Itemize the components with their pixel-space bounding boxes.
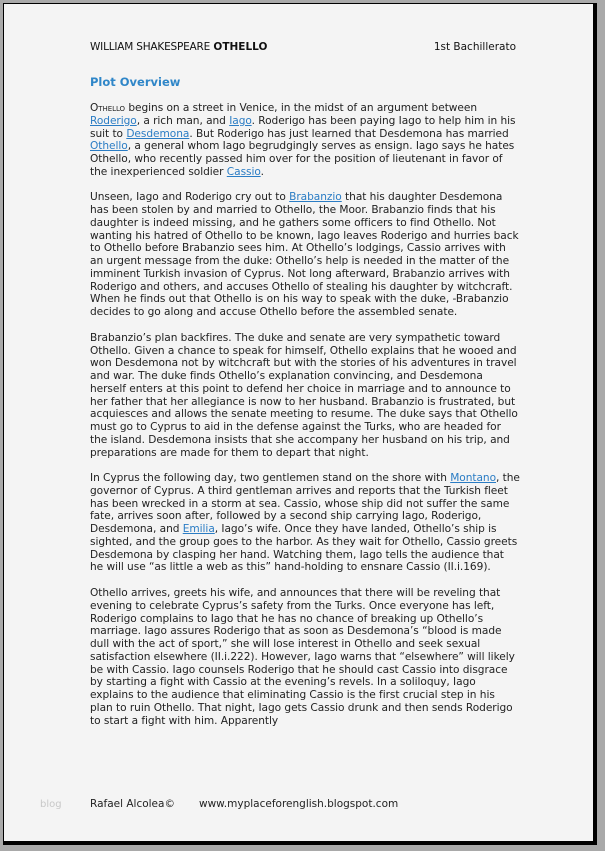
link-othello[interactable]: Othello	[90, 140, 128, 153]
link-iago[interactable]: Iago	[229, 114, 252, 127]
text-span: , a general whom Iago begrudgingly serves as ensign. Iago says he hates Othello, who recently passed him over for the position of lieutenant in favor of the inexperienced soldier	[90, 140, 515, 178]
page-header	[90, 41, 516, 53]
text-span: . But Roderigo has just learned that Desdemona has married	[189, 127, 509, 140]
course-level: 1st Bachillerato	[433, 41, 516, 53]
footer-website: www.myplaceforenglish.blogspot.com	[199, 798, 399, 810]
document-page	[3, 3, 597, 845]
link-roderigo[interactable]: Roderigo	[90, 114, 137, 127]
text-span: , the governor of Cyprus. A third gentleman arrives and reports that the Turkish fleet has been wrecked in a storm at sea. Cassio, whose ship did not suffer the same fate, arrives soon after, followed by a second ship carrying Iago, Roderigo, Desdemona, and	[90, 472, 520, 536]
link-montano[interactable]: Montano	[450, 472, 497, 485]
section-title: Plot Overview	[90, 75, 181, 89]
text-span: . Roderigo has been paying Iago to help him in his suit to	[90, 114, 516, 140]
paragraph-4	[90, 472, 520, 574]
text-span: , Iago’s wife. Once they have landed, Othello’s ship is sighted, and the group goes to the harbor. As they wait for Othello, Cassio greets Desdemona by clasping her hand. Watching them, Iago tells the audience that he will use “as little a web as this” hand-holding to ensnare Cassio (II.i.169).	[90, 523, 518, 574]
link-brabanzio[interactable]: Brabanzio	[289, 191, 342, 204]
text-span: In Cyprus the following day, two gentlemen stand on the shore with	[90, 472, 451, 485]
paragraph-1	[90, 102, 520, 179]
paragraph-5: Othello arrives, greets his wife, and announces that there will be reveling that evening to celebrate Cyprus’s safety from the Turks. Once everyone has left, Roderigo complains to Iago that he has no chance of breaking up Othello’s marriage. Iago assures Roderigo that as soon as Desdemona’s “blood is made dull with the act of sport,” she will lose interest in Othello and seek sexual satisfaction elsewhere (II.i.222). However, Iago warns that “elsewhere” will likely be with Cassio. Iago counsels Roderigo that he should cast Cassio into disgrace by starting a fight with Cassio at the evening’s revels. In a soliloquy, Iago explains to the audience that eliminating Cassio is the first crucial step in his plan to ruin Othello. That night, Iago gets Cassio drunk and then sends Roderigo to start a fight with him. Apparently	[90, 587, 515, 727]
author-name: WILLIAM SHAKESPEARE	[90, 41, 211, 53]
text-span: that his daughter Desdemona has been stolen by and married to Othello, the Moor. Brabanzio finds that his daughter is indeed missing, and he gathers some officers to find Othello. Not wanting his hatred of Othello to be known, Iago leaves Roderigo and hurries back to Othello before Brabanzio sees him. At Othello’s lodgings, Cassio arrives with an urgent message from the duke: Othello’s help is needed in the matter of the imminent Turkish invasion of Cyprus. Not long afterward, Brabanzio arrives with Roderigo and others, and accuses Othello of stealing his daughter by witchcraft. When he finds out that Othello is on his way to speak with the duke, -Brabanzio decides to go along and accuse Othello before the assembled senate.	[90, 191, 519, 319]
header-title	[90, 41, 267, 53]
text-span: begins on a street in Venice, in the midst of an argument between	[125, 102, 478, 114]
paragraph-3: Brabanzio’s plan backfires. The duke and senate are very sympathetic toward Othello. Given a chance to speak for himself, Othello explains that he wooed and won Desdemona not by witchcraft but with the stories of his adventures in travel and war. The duke finds Othello’s explanation convincing, and Desdemona herself enters at this point to defend her choice in marriage and to announce to her father that her allegiance is now to her husband. Brabanzio is frustrated, but acquiesces and allows the senate meeting to resume. The duke says that Othello must go to Cyprus to aid in the defense against the Turks, who are headed for the island. Desdemona insists that she accompany her husband on his trip, and preparations are made for them to depart that night.	[90, 331, 518, 459]
link-cassio[interactable]: Cassio	[226, 165, 261, 178]
link-desdemona[interactable]: Desdemona	[126, 127, 190, 140]
paragraph-2	[90, 191, 520, 319]
document-body	[90, 102, 520, 740]
link-emilia[interactable]: Emilia	[182, 523, 215, 536]
text-span: .	[260, 165, 264, 178]
play-title: OTHELLO	[213, 41, 268, 53]
text-span: , a rich man, and	[136, 114, 230, 127]
text-span: Unseen, Iago and Roderigo cry out to	[90, 191, 290, 204]
footer-copyright: Rafael Alcolea©	[90, 798, 175, 810]
play-name-smallcaps: Othello	[90, 102, 126, 114]
footer-watermark: blog	[40, 799, 62, 810]
